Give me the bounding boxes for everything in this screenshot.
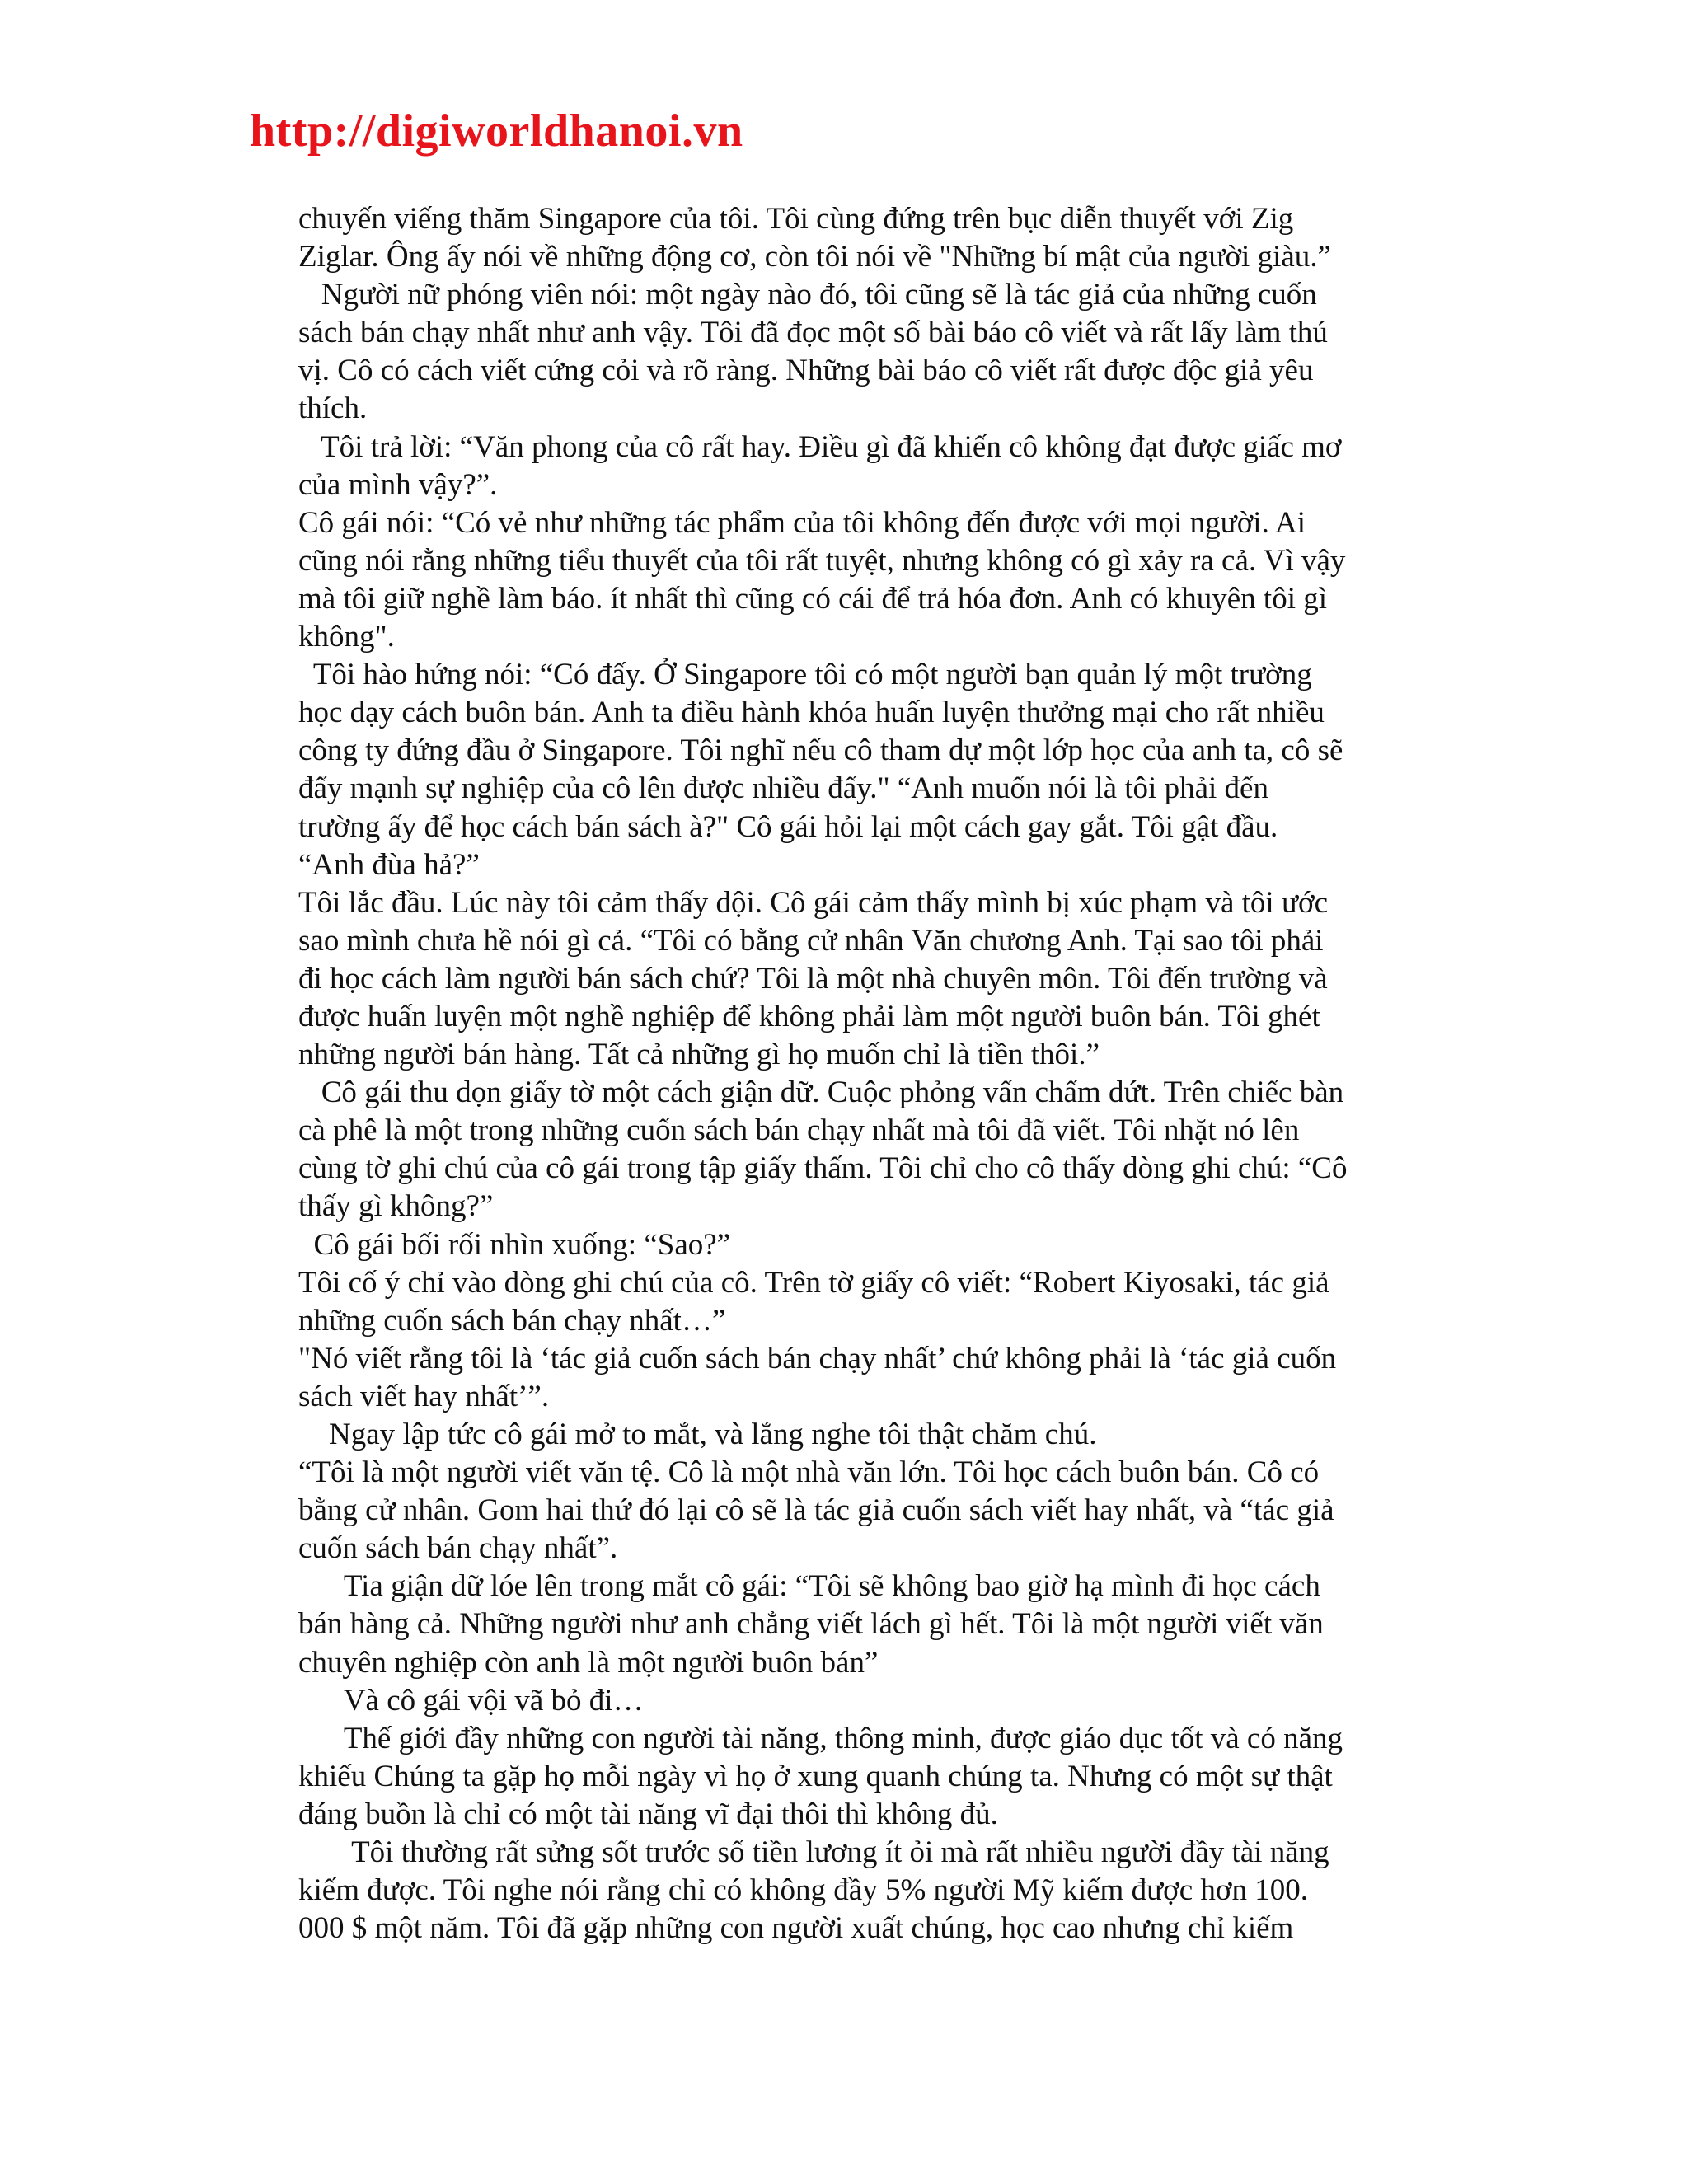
text-line: được huấn luyện một nghề nghiệp để không phải làm một người buôn bán. Tôi ghét [298,999,1320,1033]
text-line: mà tôi giữ nghề làm báo. ít nhất thì cũng có cái để trả hóa đơn. Anh có khuyên tôi gì [298,581,1328,616]
text-line: đáng buồn là chỉ có một tài năng vĩ đại thôi thì không đủ. [298,1797,998,1831]
text-line: đi học cách làm người bán sách chứ? Tôi là một nhà chuyên môn. Tôi đến trường và [298,961,1328,996]
text-line: sách viết hay nhất’”. [298,1379,550,1413]
text-line: thích. [298,391,368,426]
site-url-header: http://digiworldhanoi.vn [250,105,743,157]
text-line: đẩy mạnh sự nghiệp của cô lên được nhiều đấy." “Anh muốn nói là tôi phải đến [298,771,1268,806]
text-line: bán hàng cả. Những người như anh chẳng viết lách gì hết. Tôi là một người viết văn [298,1607,1324,1642]
text-line: Tôi cố ý chỉ vào dòng ghi chú của cô. Trên tờ giấy cô viết: “Robert Kiyosaki, tác giả [298,1265,1329,1300]
text-line: Và cô gái vội vã bỏ đi… [298,1683,644,1718]
text-line: trường ấy để học cách bán sách à?" Cô gái hỏi lại một cách gay gắt. Tôi gật đầu. [298,809,1278,844]
text-line: cùng tờ ghi chú của cô gái trong tập giấy thấm. Tôi chỉ cho cô thấy dòng ghi chú: “Cô [298,1151,1348,1186]
text-line: cũng nói rằng những tiểu thuyết của tôi rất tuyệt, nhưng không có gì xảy ra cả. Vì vậy [298,543,1346,578]
text-line: Ngay lập tức cô gái mở to mắt, và lắng nghe tôi thật chăm chú. [298,1418,1097,1451]
text-line: chuyên nghiệp còn anh là một người buôn bán” [298,1645,879,1680]
text-line: vị. Cô có cách viết cứng cỏi và rõ ràng. Những bài báo cô viết rất được độc giả yêu [298,354,1314,388]
text-line: Tôi hào hứng nói: “Có đấy. Ở Singapore tôi có một người bạn quản lý một trường [298,658,1312,692]
text-line: bằng cử nhân. Gom hai thứ đó lại cô sẽ là tác giả cuốn sách viết hay nhất, và “tác giả [298,1493,1334,1528]
text-line: những cuốn sách bán chạy nhất…” [298,1303,726,1338]
text-line: "Nó viết rằng tôi là ‘tác giả cuốn sách bán chạy nhất’ chứ không phải là ‘tác giả cuốn [298,1341,1337,1376]
text-line: Cô gái nói: “Có vẻ như những tác phẩm của tôi không đến được với mọi người. Ai [298,505,1306,540]
text-line: Thế giới đầy những con người tài năng, thông minh, được giáo dục tốt và có năng [298,1721,1343,1755]
text-line: không". [298,620,395,654]
text-line: Cô gái thu dọn giấy tờ một cách giận dữ. Cuộc phỏng vấn chấm dứt. Trên chiếc bàn [298,1076,1344,1110]
text-line: học dạy cách buôn bán. Anh ta điều hành khóa huấn luyện thưởng mại cho rất nhiều [298,696,1325,730]
text-line: “Tôi là một người viết văn tệ. Cô là một nhà văn lớn. Tôi học cách buôn bán. Cô có [298,1455,1320,1490]
text-line: thấy gì không?” [298,1189,494,1224]
text-line: Tia giận dữ lóe lên trong mắt cô gái: “Tôi sẽ không bao giờ hạ mình đi học cách [298,1569,1320,1604]
text-line: “Anh đùa hả?” [298,847,480,882]
text-line: Cô gái bối rối nhìn xuống: “Sao?” [298,1227,731,1262]
text-line: sách bán chạy nhất như anh vậy. Tôi đã đọc một số bài báo cô viết và rất lấy làm thú [298,316,1328,350]
text-line: của mình vậy?”. [298,467,498,502]
text-line: Tôi trả lời: “Văn phong của cô rất hay. Điều gì đã khiến cô không đạt được giấc mơ [298,429,1342,464]
text-line: sao mình chưa hề nói gì cả. “Tôi có bằng cử nhân Văn chương Anh. Tại sao tôi phải [298,923,1324,958]
text-line: Người nữ phóng viên nói: một ngày nào đó, tôi cũng sẽ là tác giả của những cuốn [298,278,1317,312]
text-line: 000 $ một năm. Tôi đã gặp những con người xuất chúng, học cao nhưng chỉ kiếm [298,1911,1294,1946]
text-line: công ty đứng đầu ở Singapore. Tôi nghĩ nếu cô tham dự một lớp học của anh ta, cô sẽ [298,733,1343,768]
text-line: Tôi thường rất sửng sốt trước số tiền lương ít ỏi mà rất nhiều người đầy tài năng [298,1835,1329,1870]
text-line: kiếm được. Tôi nghe nói rằng chỉ có không đầy 5% người Mỹ kiếm được hơn 100. [298,1873,1308,1908]
text-line: cà phê là một trong những cuốn sách bán chạy nhất mà tôi đã viết. Tôi nhặt nó lên [298,1113,1300,1148]
text-line: khiếu Chúng ta gặp họ mỗi ngày vì họ ở xung quanh chúng ta. Nhưng có một sự thật [298,1759,1333,1793]
text-line: Ziglar. Ông ấy nói về những động cơ, còn tôi nói về "Những bí mật của người giàu.” [298,240,1331,274]
text-line: Tôi lắc đầu. Lúc này tôi cảm thấy dội. Cô gái cảm thấy mình bị xúc phạm và tôi ước [298,885,1328,920]
text-line: chuyến viếng thăm Singapore của tôi. Tôi cùng đứng trên bục diễn thuyết với Zig [298,202,1294,236]
text-line: những người bán hàng. Tất cả những gì họ muốn chỉ là tiền thôi.” [298,1038,1100,1072]
document-body-text [298,200,1469,1947]
text-line: cuốn sách bán chạy nhất”. [298,1531,618,1566]
